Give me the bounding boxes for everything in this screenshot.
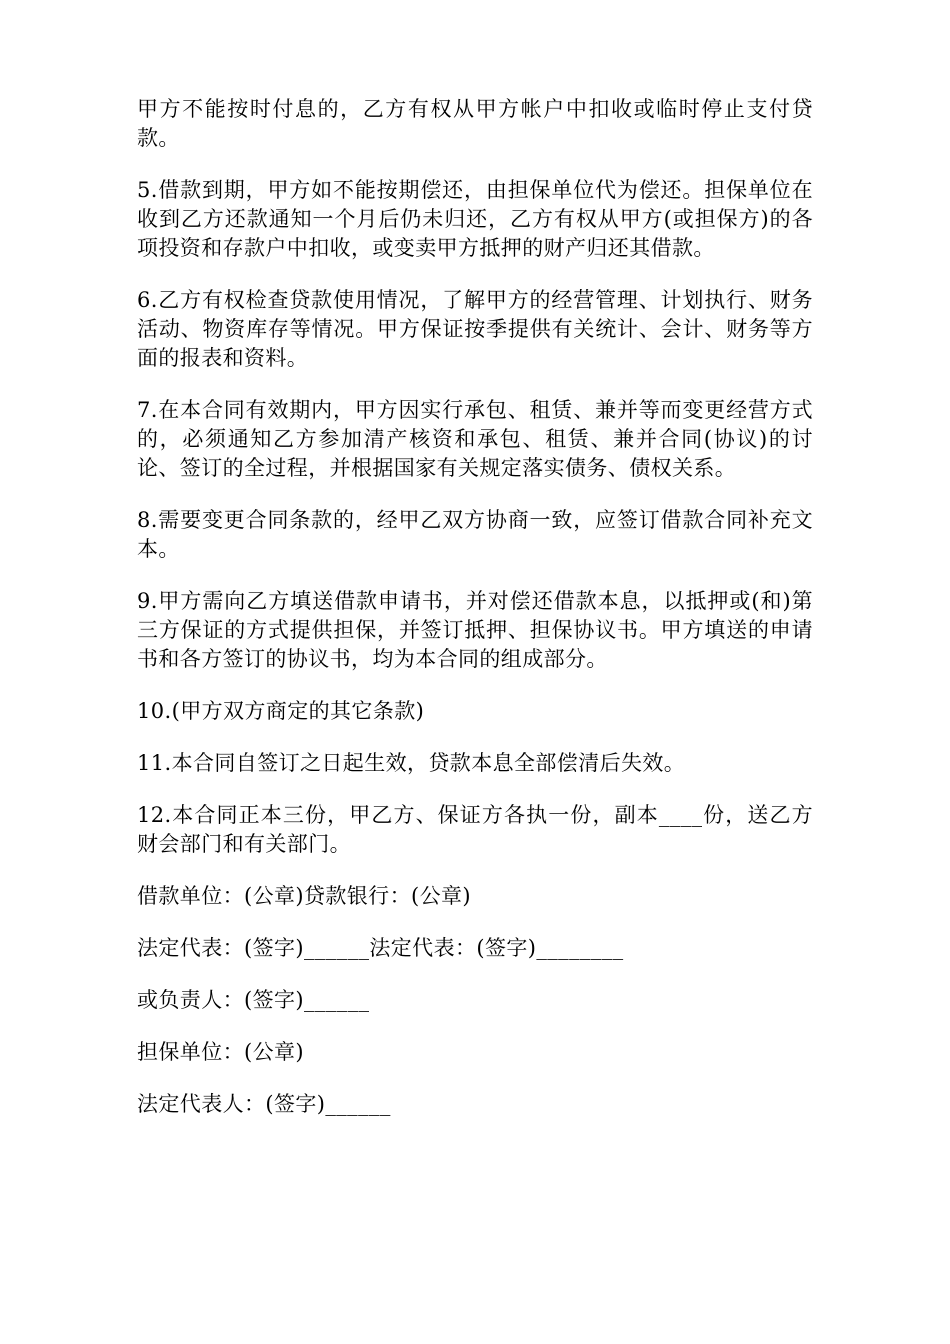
signature-guarantor-unit: 担保单位：(公章) [137, 1040, 304, 1064]
paragraph-clause-6: 6.乙方有权检查贷款使用情况，了解甲方的经营管理、计划执行、财务活动、物资库存等情况。甲方保证按季提供有关统计、会计、财务等方面的报表和资料。 [137, 288, 813, 370]
signature-guarantor-representative: 法定代表人：(签字)______ [137, 1092, 391, 1116]
paragraph-clause-8: 8.需要变更合同条款的，经甲乙双方协商一致，应签订借款合同补充文本。 [137, 508, 813, 561]
paragraph-interest-payment: 甲方不能按时付息的，乙方有权从甲方帐户中扣收或临时停止支付贷款。 [137, 97, 813, 150]
signature-legal-representatives: 法定代表：(签字)______法定代表：(签字)________ [137, 936, 624, 960]
paragraph-clause-9: 9.甲方需向乙方填送借款申请书，并对偿还借款本息，以抵押或(和)第三方保证的方式提供担保，并签订抵押、担保协议书。甲方填送的申请书和各方签订的协议书，均为本合同的组成部分。 [137, 589, 813, 671]
signature-borrower-lender: 借款单位：(公章)贷款银行：(公章) [137, 884, 471, 908]
paragraph-clause-5: 5.借款到期，甲方如不能按期偿还，由担保单位代为偿还。担保单位在收到乙方还款通知一个月后仍未归还，乙方有权从甲方(或担保方)的各项投资和存款户中扣收，或变卖甲方抵押的财产归还其借款。 [137, 178, 813, 260]
paragraph-clause-10: 10.(甲方双方商定的其它条款) [137, 699, 425, 723]
signature-responsible-person: 或负责人：(签字)______ [137, 988, 370, 1012]
document-body [137, 95, 813, 1142]
paragraph-clause-11: 11.本合同自签订之日起生效，贷款本息全部偿清后失效。 [137, 751, 686, 775]
paragraph-clause-7: 7.在本合同有效期内，甲方因实行承包、租赁、兼并等而变更经营方式的，必须通知乙方参加清产核资和承包、租赁、兼并合同(协议)的讨论、签订的全过程，并根据国家有关规定落实债务、债权关系。 [137, 398, 813, 480]
paragraph-clause-12: 12.本合同正本三份，甲乙方、保证方各执一份，副本____份，送乙方财会部门和有关部门。 [137, 803, 813, 856]
